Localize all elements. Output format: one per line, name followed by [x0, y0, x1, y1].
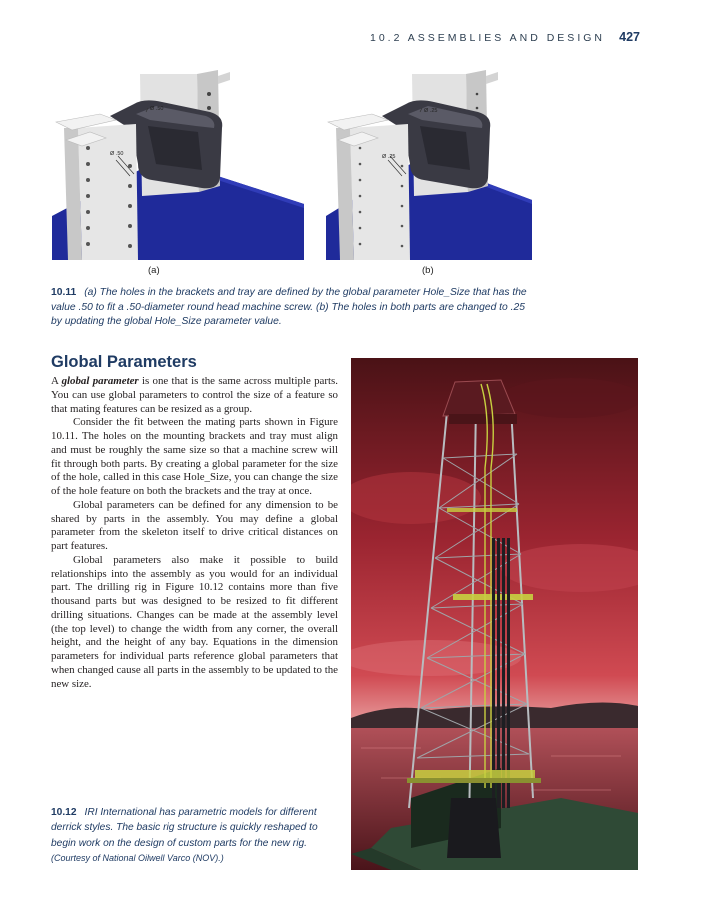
paragraph-1-lead: A — [51, 375, 62, 387]
figure-10-12-drilling-rig-render — [351, 358, 638, 870]
paragraph-2: Consider the fit between the mating parts shown in Figure 10.11. The holes on the mounting brackets and tray must align and must be roughly the same size so that a machine screw will fit through both parts. By creating a global parameter for the size of the hole, called in this case Hole_Size, you can change the size of the hole feature on both the brackets and the tray at once. — [51, 416, 338, 497]
figure-caption-10-12 — [51, 805, 341, 866]
dimension-label-side: Ø .25 — [382, 154, 396, 160]
dimension-label-top: Ø .50 — [150, 106, 164, 112]
caption-number: 10.12 — [51, 807, 77, 818]
page-number: 427 — [619, 30, 640, 44]
caption-text: IRI International has parametric models for different derrick styles. The basic rig structure is quickly reshaped to begin work on the design of custom parts for the new rig. — [51, 807, 318, 849]
running-head: 10.2 ASSEMBLIES AND DESIGN — [370, 32, 605, 44]
dimension-label-side: Ø .50 — [110, 151, 124, 157]
paragraph-3: Global parameters can be defined for any dimension to be shared by parts in the assembly. You may define a global parameter from the skeleton itself to drive critical distances on part features. — [51, 498, 338, 552]
caption-number: 10.11 — [51, 287, 77, 298]
subfigure-label-a: (a) — [148, 265, 160, 276]
figure-caption-10-11 — [51, 286, 531, 330]
photo-credit: (Courtesy of National Oilwell Varco (NOV).) — [51, 852, 224, 863]
paragraph-1 — [51, 375, 338, 416]
dimension-label-top: Ø .25 — [424, 108, 438, 114]
figure-10-11a-bracket-render — [52, 66, 304, 260]
body-text — [51, 375, 338, 691]
page-header — [370, 30, 640, 46]
section-title: Global Parameters — [51, 353, 197, 371]
subfigure-label-b: (b) — [422, 265, 434, 276]
figure-10-11b-bracket-render — [326, 66, 532, 260]
paragraph-4: Global parameters also make it possible to build relationships into the assembly as you would for an individual part. The drilling rig in Figure 10.12 contains more than five thousand parts but was designed to be resized to fit different drilling situations. Changes can be made at the assembly level (the top level) to change the width from any corner, the overall height, and the height of any bay. Equations in the dimension parameters for individual parts reference global parameters that when changed cause all parts in the assembly to be updated to the new size. — [51, 553, 338, 690]
defined-term: global parameter — [61, 375, 139, 387]
paragraph-1-rest: is one that is the same across multiple parts. You can use global parameters to control the size of a feature so that mating features can be resized as a group. — [51, 375, 338, 415]
caption-text: (a) The holes in the brackets and tray are defined by the global parameter Hole_Size that has the value .50 to fit a .50-diameter round head machine screw. (b) The holes in both parts are changed to .25 by updating the global Hole_Size parameter value. — [51, 287, 527, 327]
